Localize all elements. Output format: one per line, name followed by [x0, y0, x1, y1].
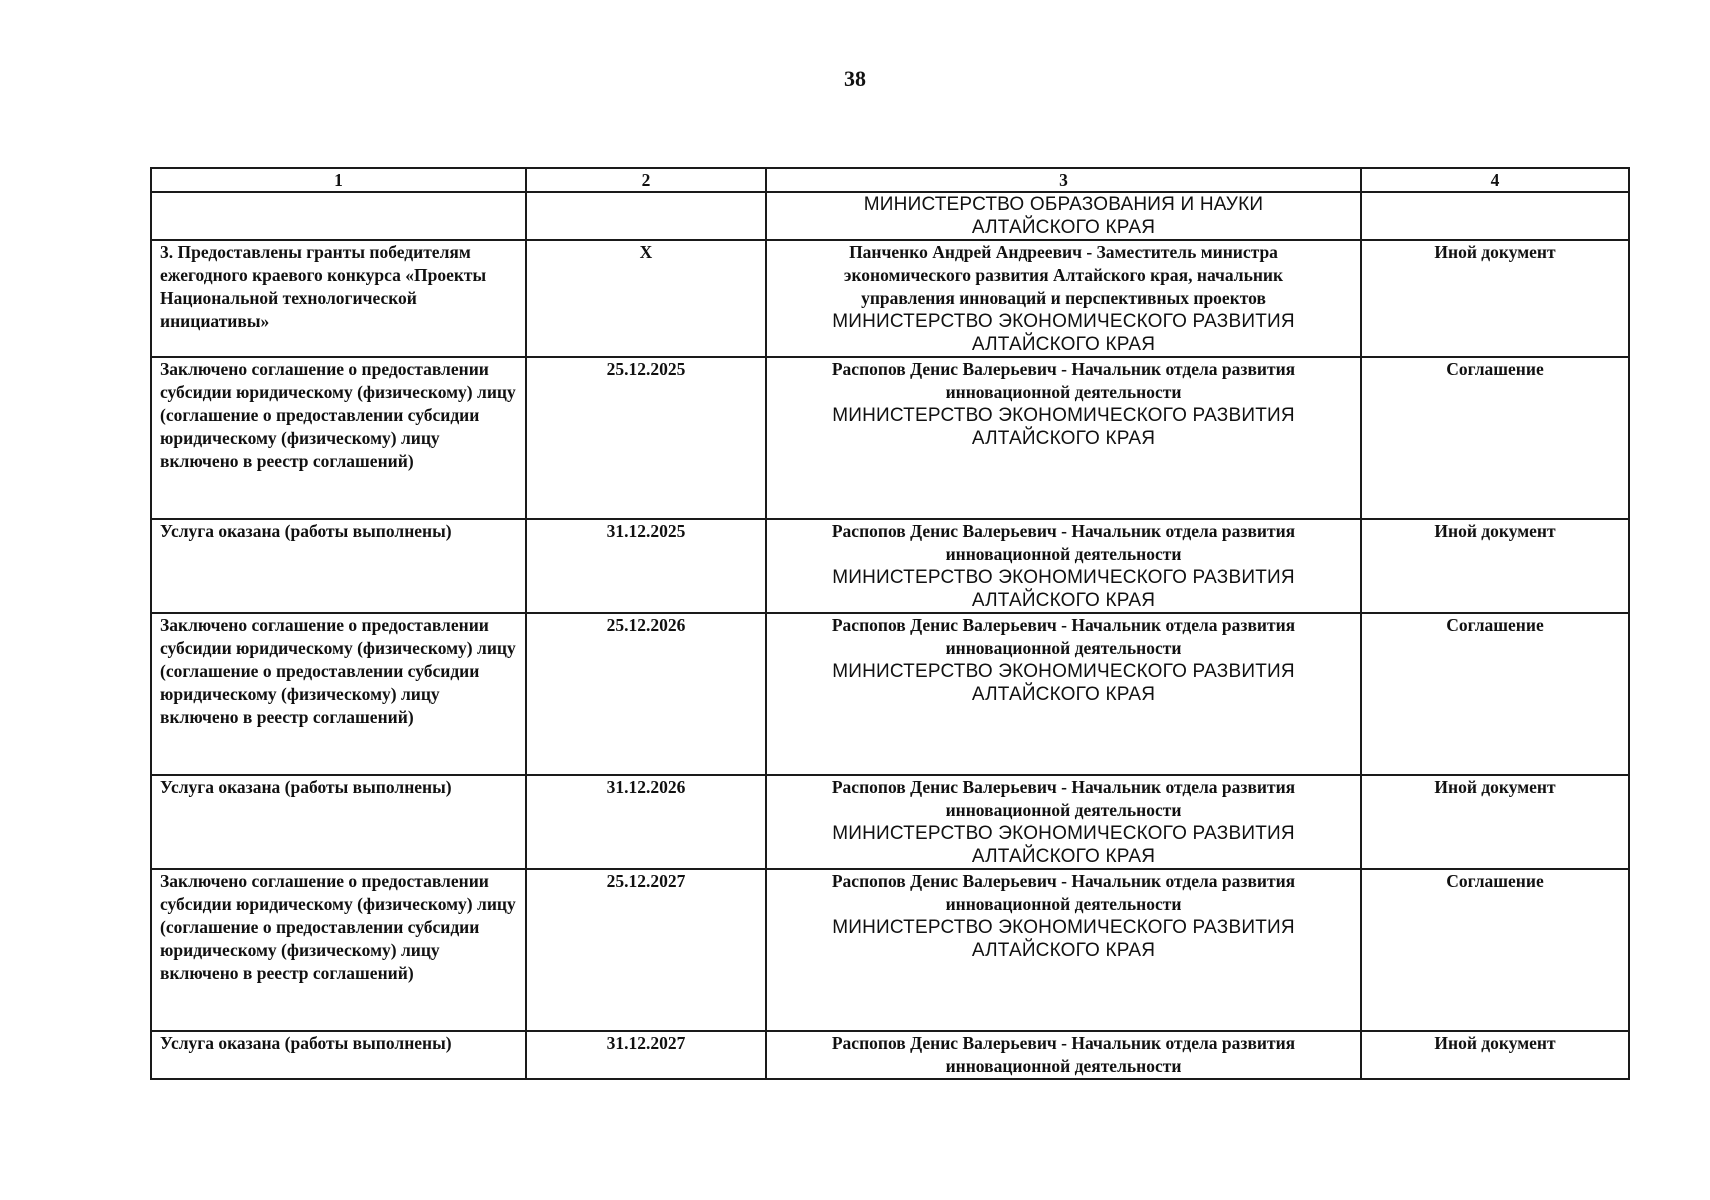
date-cell: 25.12.2025: [526, 357, 766, 519]
responsible-org: МИНИСТЕРСТВО ЭКОНОМИЧЕСКОГО РАЗВИТИЯ АЛТАЙСКОГО КРАЯ: [832, 311, 1295, 355]
responsible-person: Панченко Андрей Андреевич - Заместитель министра экономического развития Алтайского края, начальник управления инноваций и перспективных проектов: [843, 242, 1284, 308]
responsible-cell: [766, 869, 1361, 1031]
header-col-2: 2: [526, 168, 766, 192]
table-row: [151, 775, 1629, 869]
document-cell: Иной документ: [1361, 775, 1629, 869]
table-row: [151, 1031, 1629, 1079]
responsible-cell: [766, 357, 1361, 519]
ministry-education-cell: [766, 192, 1361, 240]
document-cell: Соглашение: [1361, 613, 1629, 775]
empty-cell: [151, 192, 526, 240]
header-col-4: 4: [1361, 168, 1629, 192]
responsible-org: МИНИСТЕРСТВО ЭКОНОМИЧЕСКОГО РАЗВИТИЯ АЛТАЙСКОГО КРАЯ: [832, 567, 1295, 611]
responsible-cell: [766, 240, 1361, 357]
document-cell: Соглашение: [1361, 357, 1629, 519]
date-cell: 25.12.2027: [526, 869, 766, 1031]
document-cell: Соглашение: [1361, 869, 1629, 1031]
responsible-person: Распопов Денис Валерьевич - Начальник отдела развития инновационной деятельности: [831, 359, 1296, 402]
table-row: [151, 519, 1629, 613]
event-cell: Заключено соглашение о предоставлении субсидии юридическому (физическому) лицу (соглашение о предоставлении субсидии юридическому (физическому) лицу включено в реестр соглашений): [151, 357, 526, 519]
table-row: [151, 613, 1629, 775]
date-cell: 25.12.2026: [526, 613, 766, 775]
empty-cell: [526, 192, 766, 240]
document-cell: Иной документ: [1361, 1031, 1629, 1079]
responsible-person: Распопов Денис Валерьевич - Начальник отдела развития инновационной деятельности: [831, 521, 1296, 564]
responsible-org: МИНИСТЕРСТВО ЭКОНОМИЧЕСКОГО РАЗВИТИЯ АЛТАЙСКОГО КРАЯ: [832, 405, 1295, 449]
responsible-cell: [766, 519, 1361, 613]
document-cell: Иной документ: [1361, 240, 1629, 357]
empty-cell: [1361, 192, 1629, 240]
date-cell: 31.12.2026: [526, 775, 766, 869]
ministry-education-name: МИНИСТЕРСТВО ОБРАЗОВАНИЯ И НАУКИ АЛТАЙСКОГО КРАЯ: [863, 194, 1264, 238]
date-cell: X: [526, 240, 766, 357]
responsible-cell: [766, 613, 1361, 775]
table-row: [151, 869, 1629, 1031]
ministry-row: [151, 192, 1629, 240]
table-row: [151, 357, 1629, 519]
responsible-cell: [766, 775, 1361, 869]
responsible-person: Распопов Денис Валерьевич - Начальник отдела развития инновационной деятельности: [831, 615, 1296, 658]
responsible-person: Распопов Денис Валерьевич - Начальник отдела развития инновационной деятельности: [831, 871, 1296, 914]
document-cell: Иной документ: [1361, 519, 1629, 613]
page-number: 38: [844, 66, 866, 91]
table-row: [151, 240, 1629, 357]
date-cell: 31.12.2027: [526, 1031, 766, 1079]
header-col-1: 1: [151, 168, 526, 192]
responsible-cell: [766, 1031, 1361, 1079]
responsible-org: МИНИСТЕРСТВО ЭКОНОМИЧЕСКОГО РАЗВИТИЯ АЛТАЙСКОГО КРАЯ: [832, 661, 1295, 705]
event-cell: Заключено соглашение о предоставлении субсидии юридическому (физическому) лицу (соглашение о предоставлении субсидии юридическому (физическому) лицу включено в реестр соглашений): [151, 613, 526, 775]
event-cell: Услуга оказана (работы выполнены): [151, 1031, 526, 1079]
event-cell: Услуга оказана (работы выполнены): [151, 519, 526, 613]
responsible-org: МИНИСТЕРСТВО ЭКОНОМИЧЕСКОГО РАЗВИТИЯ АЛТАЙСКОГО КРАЯ: [832, 823, 1295, 867]
event-cell: 3. Предоставлены гранты победителям ежегодного краевого конкурса «Проекты Национальной технологической инициативы»: [151, 240, 526, 357]
plan-table: [150, 167, 1630, 1080]
date-cell: 31.12.2025: [526, 519, 766, 613]
event-cell: Услуга оказана (работы выполнены): [151, 775, 526, 869]
event-cell: Заключено соглашение о предоставлении субсидии юридическому (физическому) лицу (соглашение о предоставлении субсидии юридическому (физическому) лицу включено в реестр соглашений): [151, 869, 526, 1031]
responsible-person: Распопов Денис Валерьевич - Начальник отдела развития инновационной деятельности: [831, 777, 1296, 820]
responsible-org: МИНИСТЕРСТВО ЭКОНОМИЧЕСКОГО РАЗВИТИЯ АЛТАЙСКОГО КРАЯ: [832, 917, 1295, 961]
header-col-3: 3: [766, 168, 1361, 192]
responsible-person: Распопов Денис Валерьевич - Начальник отдела развития инновационной деятельности: [831, 1033, 1296, 1076]
header-row: [151, 168, 1629, 192]
